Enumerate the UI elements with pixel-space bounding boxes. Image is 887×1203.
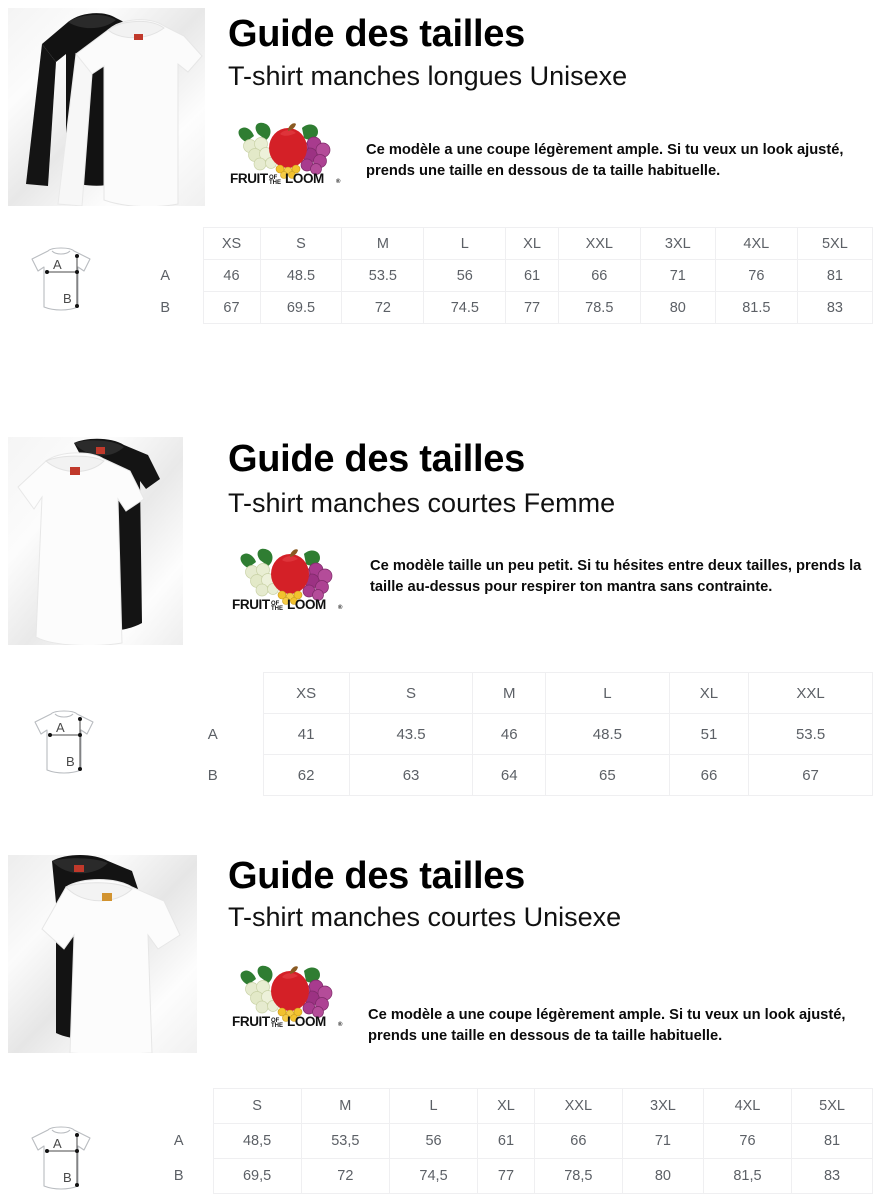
measurement-cell: 80	[640, 292, 715, 324]
measurement-cell: 80	[622, 1159, 703, 1194]
page-title-shortsleeve-unisex: Guide des tailles	[228, 855, 525, 897]
measurement-cell: 48,5	[213, 1124, 301, 1159]
measurement-cell: 65	[545, 755, 669, 796]
svg-text:OF: OF	[269, 175, 278, 181]
size-table-shortsleeve-women	[163, 672, 873, 796]
size-column-header: XS	[203, 228, 260, 260]
measurement-cell: 53,5	[301, 1124, 389, 1159]
size-column-header: S	[349, 673, 473, 714]
measurement-cell: 53.5	[749, 714, 873, 755]
measurement-cell: 81.5	[715, 292, 797, 324]
measurement-cell: 81	[797, 260, 872, 292]
measurement-cell: 53.5	[342, 260, 424, 292]
size-column-header: XL	[506, 228, 559, 260]
measurement-cell: 64	[473, 755, 546, 796]
measurement-cell: 46	[473, 714, 546, 755]
measurement-cell: 76	[703, 1124, 791, 1159]
measurement-cell: 48.5	[260, 260, 342, 292]
measurement-cell: 77	[478, 1159, 535, 1194]
measurement-cell: 71	[640, 260, 715, 292]
size-column-header: 3XL	[622, 1089, 703, 1124]
size-column-header: XL	[669, 673, 748, 714]
measurement-diagram-shortsleeve-women	[25, 706, 103, 778]
measurement-cell: 69.5	[260, 292, 342, 324]
measurement-cell: 78.5	[558, 292, 640, 324]
svg-text:OF: OF	[271, 1018, 280, 1024]
product-photo-longsleeve-unisex	[8, 8, 205, 206]
size-table-body	[163, 673, 873, 796]
fit-description-longsleeve-unisex: Ce modèle a une coupe légèrement ample. Si tu veux un look ajusté, prends une taille en dessous de ta taille habituelle.	[366, 142, 844, 180]
size-column-header: 3XL	[640, 228, 715, 260]
size-column-header: M	[301, 1089, 389, 1124]
size-column-header: L	[424, 228, 506, 260]
brand-description-row-shortsleeve-women	[230, 538, 870, 610]
measurement-cell: 67	[749, 755, 873, 796]
measurement-cell: 62	[263, 755, 349, 796]
size-column-header: L	[389, 1089, 477, 1124]
product-photo-shortsleeve-women	[8, 437, 183, 645]
measurement-cell: 69,5	[213, 1159, 301, 1194]
measurement-row-label: A	[163, 714, 263, 755]
size-table-row	[128, 292, 873, 324]
measurement-cell: 66	[534, 1124, 622, 1159]
fruit-of-the-loom-logo-icon	[228, 112, 348, 184]
svg-text:LOOM: LOOM	[287, 597, 326, 610]
size-column-header: M	[473, 673, 546, 714]
measurement-cell: 81	[792, 1124, 873, 1159]
size-table-corner-cell	[145, 1089, 213, 1124]
svg-text:B: B	[63, 1170, 72, 1185]
measurement-cell: 51	[669, 714, 748, 755]
size-column-header: 5XL	[792, 1089, 873, 1124]
measurement-cell: 83	[797, 292, 872, 324]
size-table-row	[128, 260, 873, 292]
measurement-cell: 71	[622, 1124, 703, 1159]
measurement-cell: 78,5	[534, 1159, 622, 1194]
measurement-cell: 43.5	[349, 714, 473, 755]
measurement-cell: 72	[301, 1159, 389, 1194]
svg-text:®: ®	[338, 1022, 343, 1027]
svg-text:THE: THE	[269, 180, 281, 184]
measurement-cell: 56	[424, 260, 506, 292]
fruit-of-the-loom-logo-icon	[230, 955, 350, 1027]
measurement-cell: 66	[669, 755, 748, 796]
measurement-cell: 83	[792, 1159, 873, 1194]
svg-text:LOOM: LOOM	[285, 171, 324, 184]
size-table-header-row	[145, 1089, 873, 1124]
size-column-header: 4XL	[715, 228, 797, 260]
measurement-cell: 74,5	[389, 1159, 477, 1194]
measurement-cell: 72	[342, 292, 424, 324]
size-column-header: XXL	[558, 228, 640, 260]
size-table-shortsleeve-unisex	[145, 1088, 873, 1194]
size-table-row	[145, 1124, 873, 1159]
page-subtitle-longsleeve-unisex: T-shirt manches longues Unisexe	[228, 61, 628, 91]
fit-description-shortsleeve-unisex: Ce modèle a une coupe légèrement ample. Si tu veux un look ajusté, prends une taille en dessous de ta taille habituelle.	[368, 1007, 846, 1045]
size-column-header: M	[342, 228, 424, 260]
measurement-cell: 74.5	[424, 292, 506, 324]
size-column-header: L	[545, 673, 669, 714]
svg-text:THE: THE	[271, 606, 283, 610]
measurement-cell: 56	[389, 1124, 477, 1159]
svg-text:B: B	[66, 754, 75, 769]
size-column-header: XL	[478, 1089, 535, 1124]
measurement-row-label: B	[145, 1159, 213, 1194]
page-title-longsleeve-unisex: Guide des tailles	[228, 13, 525, 55]
measurement-diagram-shortsleeve-unisex	[22, 1122, 100, 1194]
size-table-longsleeve-unisex	[128, 227, 873, 324]
svg-text:®: ®	[338, 605, 343, 610]
fruit-of-the-loom-logo-icon	[230, 538, 350, 610]
product-photo-shortsleeve-unisex	[8, 855, 197, 1053]
measurement-cell: 48.5	[545, 714, 669, 755]
svg-text:FRUIT: FRUIT	[232, 597, 270, 610]
size-table-body	[145, 1089, 873, 1194]
size-column-header: XXL	[749, 673, 873, 714]
size-column-header: 4XL	[703, 1089, 791, 1124]
svg-text:®: ®	[336, 179, 341, 184]
size-column-header: XS	[263, 673, 349, 714]
page-subtitle-shortsleeve-women: T-shirt manches courtes Femme	[228, 488, 616, 518]
svg-text:OF: OF	[271, 601, 280, 607]
svg-text:FRUIT: FRUIT	[232, 1014, 270, 1027]
size-table-corner-cell	[128, 228, 203, 260]
size-table-header-row	[128, 228, 873, 260]
measurement-cell: 81,5	[703, 1159, 791, 1194]
measurement-cell: 76	[715, 260, 797, 292]
page-subtitle-shortsleeve-unisex: T-shirt manches courtes Unisexe	[228, 902, 622, 932]
page-title-shortsleeve-women: Guide des tailles	[228, 438, 525, 480]
measurement-row-label: B	[163, 755, 263, 796]
measurement-cell: 41	[263, 714, 349, 755]
size-table-row	[163, 714, 873, 755]
measurement-row-label: A	[145, 1124, 213, 1159]
size-table-row	[163, 755, 873, 796]
measurement-cell: 77	[506, 292, 559, 324]
brand-description-row-longsleeve-unisex	[228, 112, 868, 184]
fit-description-shortsleeve-women: Ce modèle taille un peu petit. Si tu hésites entre deux tailles, prends la taille au-dessus pour respirer ton mantra sans contrainte.	[370, 558, 862, 596]
svg-text:A: A	[56, 720, 65, 735]
measurement-cell: 66	[558, 260, 640, 292]
size-table-row	[145, 1159, 873, 1194]
size-column-header: 5XL	[797, 228, 872, 260]
measurement-row-label: A	[128, 260, 203, 292]
measurement-cell: 61	[506, 260, 559, 292]
size-table-header-row	[163, 673, 873, 714]
size-column-header: XXL	[534, 1089, 622, 1124]
svg-text:THE: THE	[271, 1023, 283, 1027]
size-table-corner-cell	[163, 673, 263, 714]
measurement-diagram-longsleeve-unisex	[22, 243, 100, 315]
svg-text:LOOM: LOOM	[287, 1014, 326, 1027]
measurement-cell: 46	[203, 260, 260, 292]
svg-text:A: A	[53, 1136, 62, 1151]
size-column-header: S	[260, 228, 342, 260]
size-column-header: S	[213, 1089, 301, 1124]
brand-description-row-shortsleeve-unisex	[230, 955, 870, 1048]
measurement-cell: 61	[478, 1124, 535, 1159]
measurement-cell: 63	[349, 755, 473, 796]
measurement-cell: 67	[203, 292, 260, 324]
svg-text:B: B	[63, 291, 72, 306]
measurement-row-label: B	[128, 292, 203, 324]
svg-text:A: A	[53, 257, 62, 272]
size-table-body	[128, 228, 873, 324]
svg-text:FRUIT: FRUIT	[230, 171, 268, 184]
